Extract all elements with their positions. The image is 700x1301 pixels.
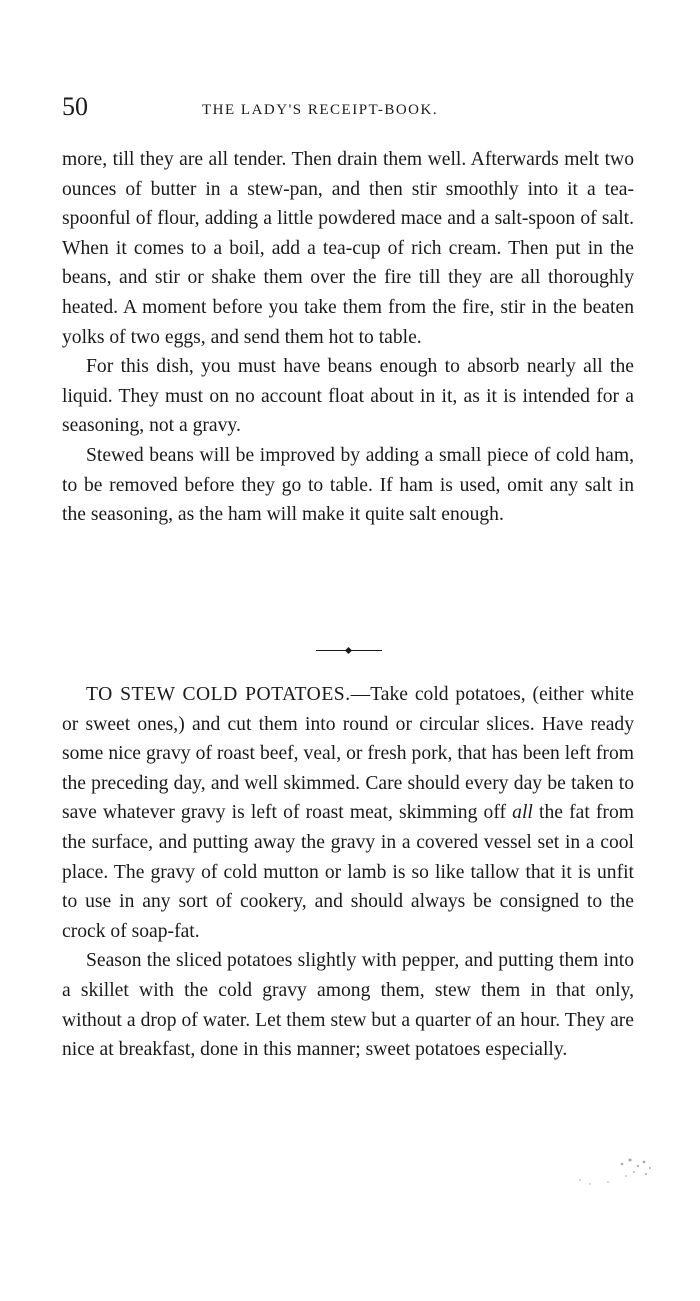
section-stew-cold-potatoes bbox=[62, 680, 634, 1065]
paragraph-text: the fat from the surface, and putting away the gravy in a covered vessel set in a cool place. The gravy of cold mutton or lamb is so like tallow that it is unfit to use in any sort of cookery, and should always be consigned to the crock of soap-fat. bbox=[62, 802, 634, 942]
paragraph: more, till they are all tender. Then drain them well. Afterwards melt two ounces of butter in a stew-pan, and then stir smoothly into it a tea-spoonful of flour, adding a little powdered mace and a salt-spoon of salt. When it comes to a boil, add a tea-cup of rich cream. Then put in the beans, and stir or shake them over the fire till they are all thoroughly heated. A moment before you take them from the fire, stir in the beaten yolks of two eggs, and send them hot to table. bbox=[62, 149, 634, 348]
paragraph: Stewed beans will be improved by adding a small piece of cold ham, to be removed before they go to table. If ham is used, omit any salt in the seasoning, as the ham will make it quite salt enough. bbox=[62, 444, 634, 526]
divider-ornament bbox=[345, 647, 352, 654]
section-divider bbox=[316, 648, 382, 654]
paragraph: Season the sliced potatoes slightly with pepper, and putting them into a skillet with the cold gravy among them, stew them in that only, without a drop of water. Let them stew but a quarter of an hour. They are nice at breakfast, done in this manner; sweet potatoes especially. bbox=[62, 950, 634, 1061]
emphasis-text: all bbox=[512, 802, 533, 824]
paragraph-text: —Take cold potatoes, (either white or sweet ones,) and cut them into round or circular slices. Have ready some nice gravy of roast beef, veal, or fresh pork, that has been left from the preceding day, and well skimmed. Care should every day be taken to save whatever gravy is left of roast meat, skimming off bbox=[62, 684, 634, 824]
recipe-title: TO STEW COLD POTATOES. bbox=[86, 684, 351, 705]
running-head: THE LADY'S RECEIPT-BOOK. bbox=[202, 102, 439, 118]
ink-smudge bbox=[560, 1150, 660, 1190]
page-number: 50 bbox=[62, 92, 88, 121]
paragraph: For this dish, you must have beans enough to absorb nearly all the liquid. They must on no account float about in it, as it is intended for a seasoning, not a gravy. bbox=[62, 356, 634, 437]
section-beans-continued bbox=[62, 145, 634, 530]
paragraph bbox=[62, 680, 634, 946]
page-header bbox=[62, 92, 636, 128]
